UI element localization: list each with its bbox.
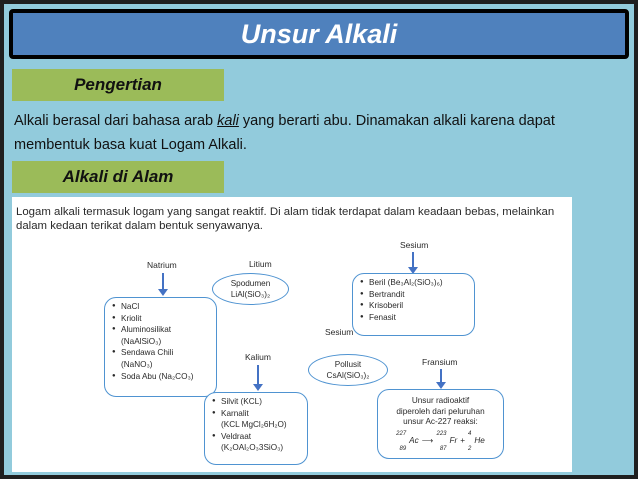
keyword-kali: kali [217, 113, 239, 129]
list-item: ● Silvit (KCL) [212, 396, 307, 408]
reaction-arrow: ⟶ [421, 436, 434, 446]
fransium-line3: unsur Ac-227 reaksi: [403, 417, 478, 426]
decay-equation [378, 431, 503, 453]
litium-mineral: Spodumen [230, 279, 271, 288]
natrium-label: Natrium [147, 260, 177, 270]
pengertian-header: Pengertian [12, 69, 224, 101]
kalium-arrow [257, 365, 259, 385]
kalium-label: Kalium [245, 352, 271, 362]
list-item: (NaNO₃) [121, 359, 153, 369]
kalium-box [204, 392, 308, 465]
fransium-line2: diperoleh dari peluruhan [396, 406, 485, 416]
alkali-diagram [12, 197, 572, 472]
list-item: (K₂OAl₂O₃3SiO₃) [221, 443, 284, 453]
diagram-intro: Logam alkali termasuk logam yang sangat reaktif. Di alam tidak terdapat dalam keadaan bebas, melainkan dalam kedaan terikat dalam bentuk senyawanya. [16, 206, 555, 232]
sesium-mineral: Pollusit [334, 360, 362, 369]
he-symbol: He [474, 436, 485, 446]
list-item: ● Sendawa Chili [112, 347, 216, 359]
slide-title: Unsur Alkali [240, 18, 398, 49]
natrium-arrow [162, 273, 164, 290]
list-item: ● Bertrandit [360, 289, 474, 301]
list-item: ● Aluminosilikat [112, 324, 216, 336]
list-item: ● Krisoberil [360, 300, 474, 312]
fransium-arrow [440, 369, 442, 383]
list-item: ● Fenasit [360, 312, 474, 324]
fr-mass: 223 [436, 430, 447, 437]
list-item: ● NaCl [112, 301, 216, 313]
list-item: ● Veldraat [212, 431, 307, 443]
fransium-box [377, 389, 504, 459]
sesium-top-label: Sesium [400, 240, 429, 250]
sesium-mid-label: Sesium [325, 327, 354, 337]
sesium-formula: CsAl(SiO₃)₂ [326, 371, 370, 380]
litium-ellipse [212, 273, 289, 305]
he-number: 2 [468, 445, 472, 452]
fransium-line1: Unsur radioaktif [411, 396, 470, 405]
sesium-ellipse [308, 354, 388, 386]
alam-header: Alkali di Alam [12, 161, 224, 193]
he-mass: 4 [468, 430, 472, 437]
list-item: (KCL MgCl₂6H₂O) [221, 420, 287, 430]
list-item: ● Beril (Be₃Al₂(SiO₃)₆) [360, 277, 474, 289]
natrium-box [104, 297, 217, 397]
ac-symbol: Ac [409, 436, 419, 446]
title-bar [9, 9, 629, 59]
litium-label: Litium [249, 259, 272, 269]
ac-number: 89 [399, 445, 407, 452]
fr-number: 87 [439, 445, 447, 452]
sesium-top-arrow [412, 252, 414, 268]
sesium-top-box [352, 273, 475, 336]
fr-symbol: Fr [449, 436, 458, 446]
list-item: ● Soda Abu (Na₂CO₃) [112, 371, 216, 383]
fransium-label: Fransium [422, 357, 458, 367]
ac-mass: 227 [396, 430, 407, 437]
litium-formula: LiAl(SiO₃)₂ [230, 290, 271, 299]
plus-sign: + [460, 436, 466, 446]
list-item: ● Kriolit [112, 313, 216, 325]
list-item: (NaAlSiO₃) [121, 336, 162, 346]
list-item: ● Karnalit [212, 408, 307, 420]
pengertian-text: Alkali berasal dari bahasa arab kali yang berarti abu. Dinamakan alkali karena dapat membentuk basa kuat Logam Alkali. [14, 113, 555, 153]
